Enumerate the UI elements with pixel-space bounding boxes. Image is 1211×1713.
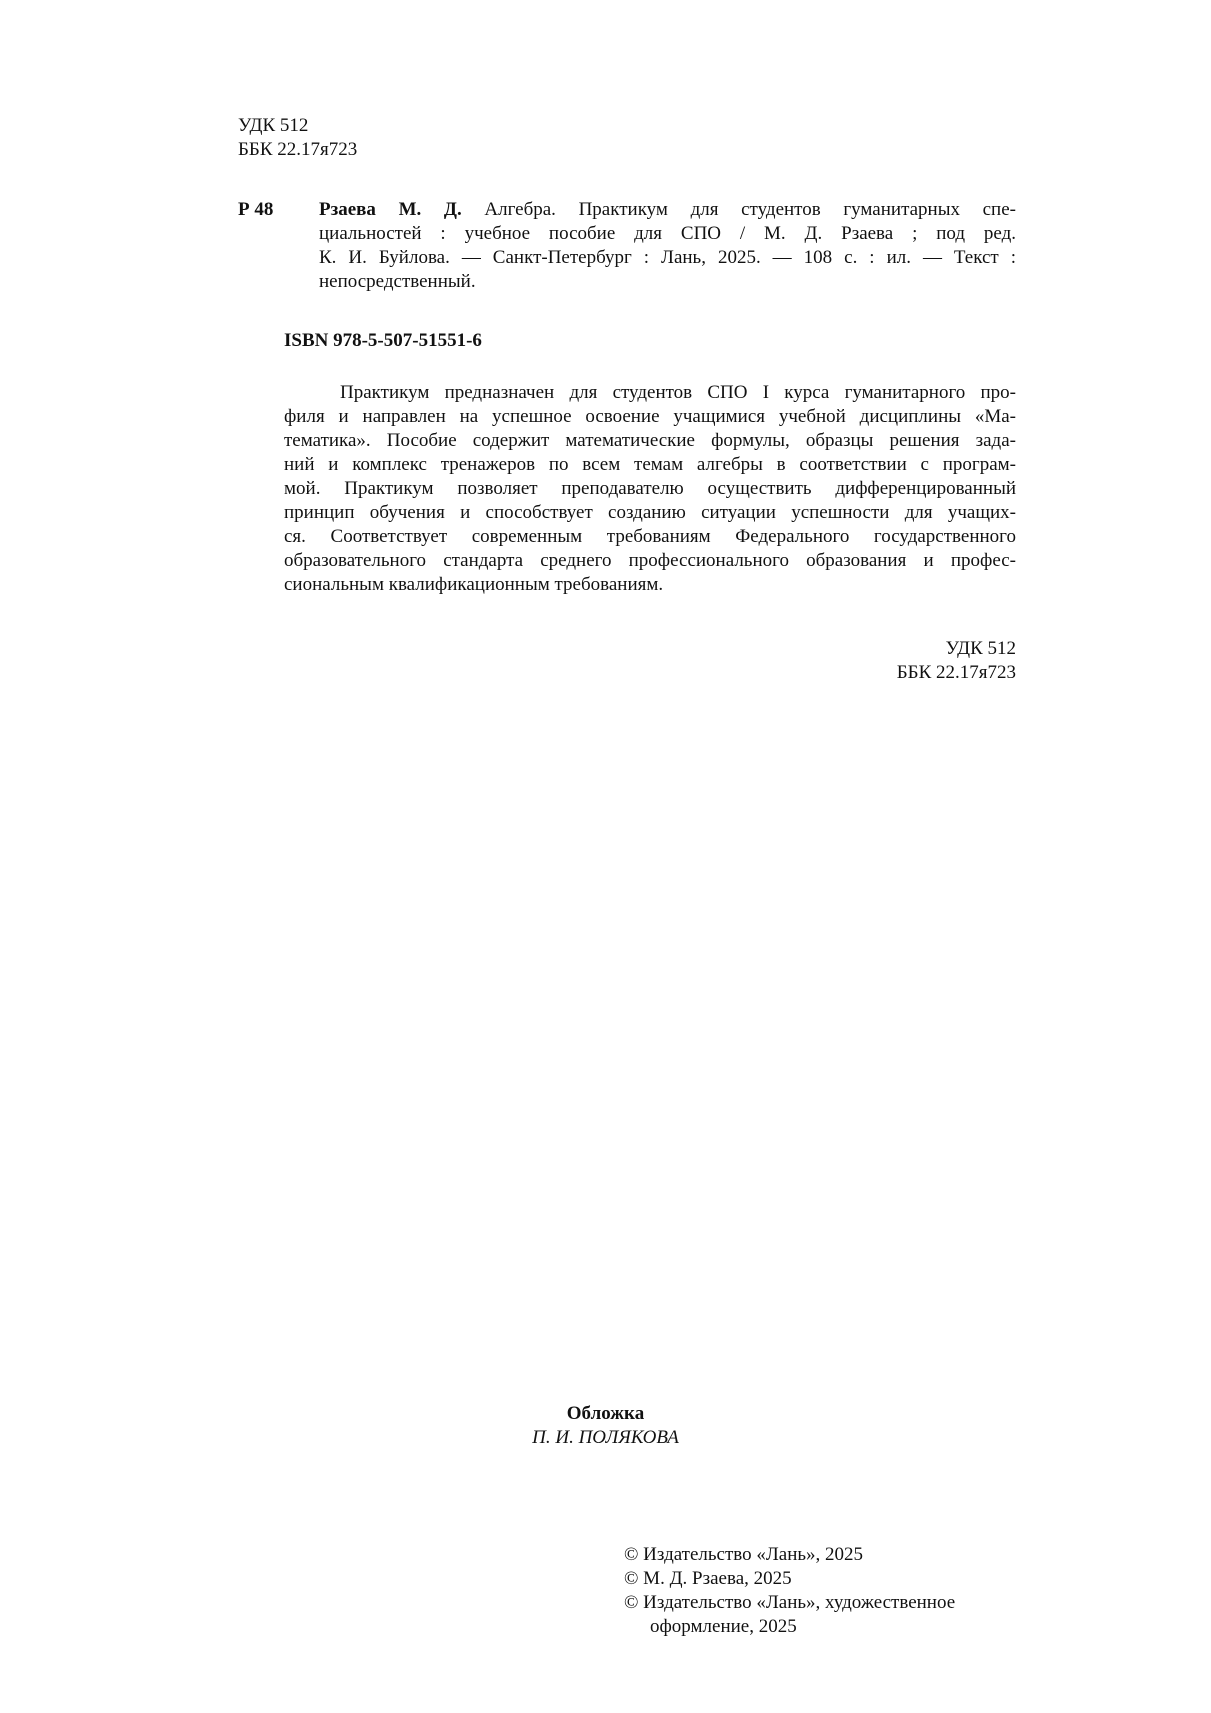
annotation-line: ся. Соответствует современным требованиям Федерального государственного — [284, 526, 1016, 547]
udk-code: УДК 512 — [238, 115, 309, 136]
bbk-code: ББК 22.17я723 — [896, 662, 1016, 683]
record-line: циальностей : учебное пособие для СПО / М. Д. Рзаева ; под ред. — [319, 223, 1016, 244]
copyright-line: © Издательство «Лань», 2025 — [624, 1544, 864, 1565]
bibliographic-description — [319, 198, 1016, 294]
classification-codes-bottom — [897, 637, 1016, 685]
cover-label: Обложка — [566, 1403, 645, 1424]
annotation-line: принцип обучения и способствует созданию ситуации успешности для учащих- — [284, 502, 1016, 523]
author-mark: Р 48 — [238, 199, 274, 220]
annotation-line: ний и комплекс тренажеров по всем темам алгебры в соответствии с програм- — [284, 454, 1016, 475]
copyright-line: оформление, 2025 — [650, 1616, 797, 1637]
cover-credit — [0, 1402, 1211, 1450]
annotation-line: образовательного стандарта среднего профессионального образования и профес- — [284, 550, 1016, 571]
copyright-line: © Издательство «Лань», художественное — [624, 1592, 956, 1613]
udk-code: УДК 512 — [945, 638, 1016, 659]
annotation — [284, 381, 1016, 597]
bbk-code: ББК 22.17я723 — [238, 139, 358, 160]
catalog-record — [238, 198, 1016, 294]
annotation-line: сиональным квалификационным требованиям. — [284, 574, 664, 595]
record-line: непосредственный. — [319, 271, 476, 292]
annotation-line: филя и направлен на успешное освоение учащимися учебной дисциплины «Ма- — [284, 406, 1016, 427]
copyright-line: © М. Д. Рзаева, 2025 — [624, 1568, 792, 1589]
isbn: ISBN 978-5-507-51551-6 — [284, 330, 482, 351]
record-line: Рзаева М. Д. Алгебра. Практикум для студентов гуманитарных спе- — [319, 199, 1016, 220]
classification-codes-top — [238, 114, 357, 162]
annotation-line: Практикум предназначен для студентов СПО I курса гуманитарного про- — [340, 382, 1016, 403]
annotation-line: тематика». Пособие содержит математические формулы, образцы решения зада- — [284, 430, 1016, 451]
record-line: К. И. Буйлова. — Санкт-Петербург : Лань, 2025. — 108 с. : ил. — Текст : — [319, 247, 1016, 268]
author-name: Рзаева М. Д. — [319, 199, 462, 220]
copyright-notices — [624, 1543, 955, 1639]
cover-designer: П. И. ПОЛЯКОВА — [532, 1427, 679, 1448]
annotation-line: мой. Практикум позволяет преподавателю осуществить дифференцированный — [284, 478, 1016, 499]
